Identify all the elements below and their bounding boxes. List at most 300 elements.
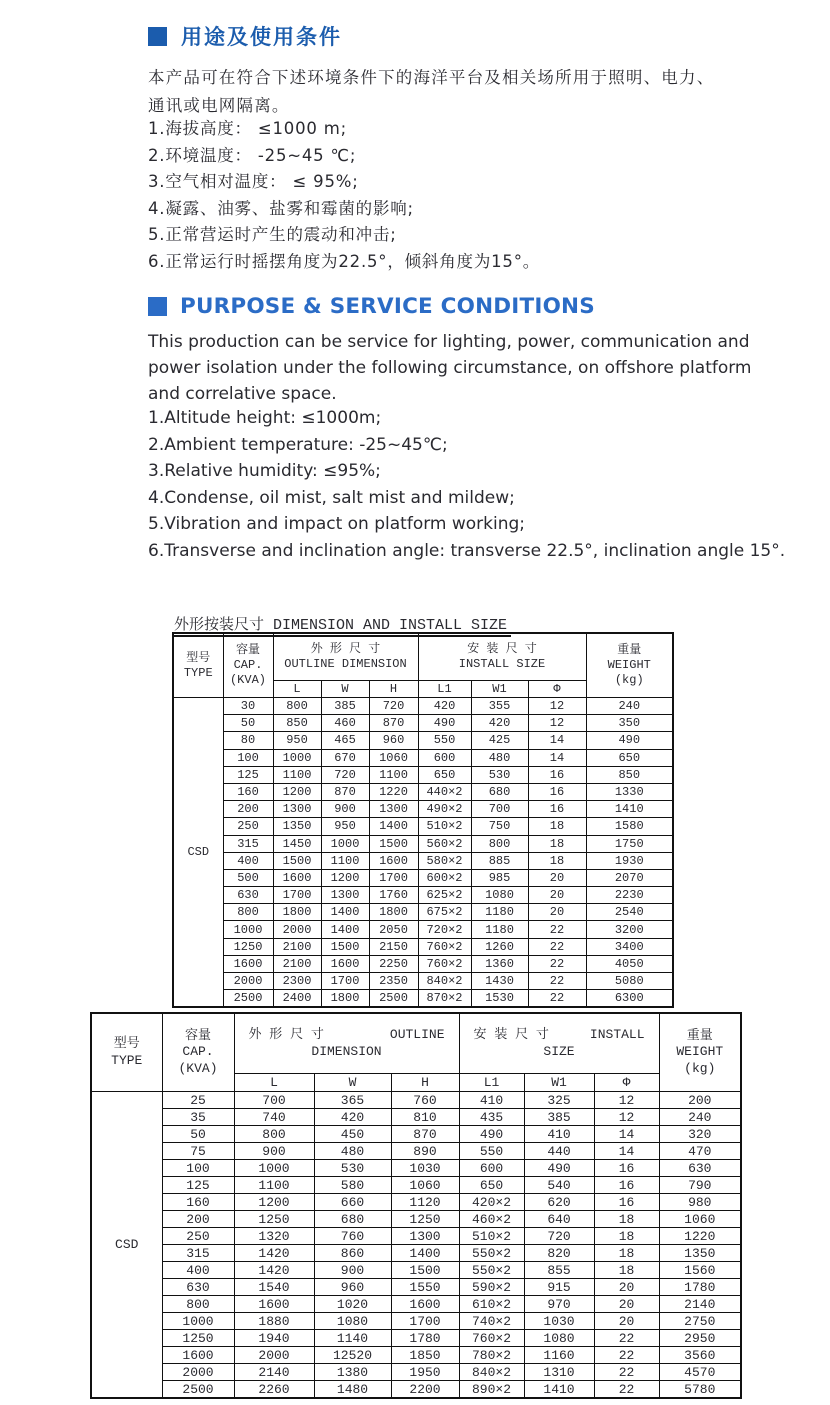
- table-cell: 950: [321, 818, 369, 835]
- table-row: [91, 1262, 741, 1279]
- table-cell: 435: [459, 1109, 524, 1126]
- table-cell: 4570: [659, 1364, 741, 1381]
- table-cell: 50: [223, 715, 273, 732]
- table-cell: 1200: [273, 783, 321, 800]
- table-cell: 315: [162, 1245, 234, 1262]
- table-cell: 720: [369, 698, 418, 715]
- header-line: 容量: [184, 1028, 211, 1044]
- table-cell: 660: [314, 1194, 391, 1211]
- table-row: [91, 1092, 741, 1109]
- table-row: [173, 766, 673, 783]
- table-cell: 420: [418, 698, 471, 715]
- table-cell: 400: [223, 852, 273, 869]
- table-cell: 1000: [273, 749, 321, 766]
- table-cell: 1420: [234, 1245, 314, 1262]
- table-cell: 3400: [586, 938, 673, 955]
- table-cell: 12: [528, 715, 586, 732]
- header-text-cn: 外 形 尺 寸: [248, 1026, 324, 1042]
- table-header-row: [91, 1013, 741, 1074]
- text-line: 4.凝露、油雾、盐雾和霉菌的影响;: [148, 198, 414, 218]
- table-cell: 22: [528, 921, 586, 938]
- table-row: [91, 1143, 741, 1160]
- table-cell: 1000: [162, 1313, 234, 1330]
- table-cell: 530: [471, 766, 528, 783]
- col-header-install-size: [418, 633, 586, 681]
- table-cell: 22: [594, 1381, 659, 1399]
- section-en-list: [148, 405, 808, 564]
- table-cell: 2140: [234, 1364, 314, 1381]
- table-row: [173, 698, 673, 715]
- section-bullet-icon: [148, 27, 167, 46]
- header-line: 重量: [686, 1028, 713, 1044]
- table-row: [91, 1330, 741, 1347]
- text-line: and correlative space.: [148, 384, 337, 404]
- header-text-cn: 安 装 尺 寸: [473, 1026, 549, 1042]
- table-row: [91, 1211, 741, 1228]
- header-line: TYPE: [111, 1052, 143, 1068]
- table-cell: 14: [594, 1143, 659, 1160]
- table-cell: 400: [162, 1262, 234, 1279]
- table-cell: 800: [234, 1126, 314, 1143]
- dimension-install-table-2: [90, 1012, 742, 1399]
- text-line: 通讯或电网隔离。: [148, 96, 290, 115]
- table-cell: 1220: [369, 783, 418, 800]
- table-cell: 810: [391, 1109, 459, 1126]
- table-cell: 1300: [273, 801, 321, 818]
- table-cell: 1000: [321, 835, 369, 852]
- table-cell: 1350: [659, 1245, 741, 1262]
- table-cell: 620: [524, 1194, 594, 1211]
- table-cell: 490: [524, 1160, 594, 1177]
- table-row: [173, 990, 673, 1008]
- table-cell: 500: [223, 869, 273, 886]
- table-cell: 1600: [273, 869, 321, 886]
- table-row: [91, 1313, 741, 1330]
- table-cell: 2140: [659, 1296, 741, 1313]
- table-cell: 650: [459, 1177, 524, 1194]
- table-cell: 1580: [586, 818, 673, 835]
- table-row: [173, 715, 673, 732]
- table-cell: 3200: [586, 921, 673, 938]
- text-line: 3.空气相对温度： ≤ 95%;: [148, 172, 359, 191]
- table-cell: 600: [418, 749, 471, 766]
- table-cell: 30: [223, 698, 273, 715]
- table-cell: 1550: [391, 1279, 459, 1296]
- table-cell: 1060: [391, 1177, 459, 1194]
- table-cell: 200: [659, 1092, 741, 1109]
- table-cell: 820: [524, 1245, 594, 1262]
- col-header-weight: [586, 633, 673, 698]
- table-cell: 480: [314, 1143, 391, 1160]
- col-header-install-size: [459, 1013, 659, 1074]
- table-cell: 1000: [234, 1160, 314, 1177]
- table-row: [91, 1279, 741, 1296]
- table-cell: 355: [471, 698, 528, 715]
- table-cell: 2750: [659, 1313, 741, 1330]
- table-cell: 915: [524, 1279, 594, 1296]
- text-line: 1.海拔高度： ≤1000 m;: [148, 119, 347, 138]
- header-line: 外 形 尺 寸: [310, 642, 381, 656]
- table-cell: 440: [524, 1143, 594, 1160]
- table-cell: 550: [459, 1143, 524, 1160]
- table-cell: 1400: [369, 818, 418, 835]
- section-bullet-icon: [148, 297, 167, 316]
- table-cell: 1300: [321, 887, 369, 904]
- table-cell: 1410: [586, 801, 673, 818]
- table-cell: 160: [162, 1194, 234, 1211]
- table-cell: 465: [321, 732, 369, 749]
- table-cell: 680: [471, 783, 528, 800]
- table-cell: 780×2: [459, 1347, 524, 1364]
- section-cn-list: [148, 116, 768, 275]
- table-cell: 2100: [273, 955, 321, 972]
- table-cell: 550×2: [459, 1262, 524, 1279]
- table-cell: 20: [594, 1279, 659, 1296]
- table-cell: 1080: [471, 887, 528, 904]
- table-cell: 460×2: [459, 1211, 524, 1228]
- col-header-type: [173, 633, 223, 698]
- col-header-phi: Φ: [528, 681, 586, 698]
- header-text-en: OUTLINE: [389, 1026, 445, 1042]
- table-cell: 2500: [369, 990, 418, 1008]
- section-cn-header: [148, 21, 342, 51]
- table-cell: 22: [528, 955, 586, 972]
- table-cell: 2230: [586, 887, 673, 904]
- table-cell: 1220: [659, 1228, 741, 1245]
- col-header-H: H: [391, 1074, 459, 1092]
- table-cell: 900: [314, 1262, 391, 1279]
- table-cell: 14: [528, 732, 586, 749]
- table-cell: 16: [528, 766, 586, 783]
- section-cn-title: 用途及使用条件: [181, 25, 342, 49]
- table-cell: 1500: [321, 938, 369, 955]
- table-cell: 460: [321, 715, 369, 732]
- table-cell: 860: [314, 1245, 391, 1262]
- col-header-L: L: [273, 681, 321, 698]
- table-cell: 2000: [234, 1347, 314, 1364]
- table-cell: 630: [162, 1279, 234, 1296]
- table-cell: 1100: [273, 766, 321, 783]
- table-cell: 22: [594, 1330, 659, 1347]
- col-header-L1: L1: [418, 681, 471, 698]
- table-row: [173, 938, 673, 955]
- table-cell: 650: [418, 766, 471, 783]
- table-cell: 1350: [273, 818, 321, 835]
- table-cell: 1400: [321, 921, 369, 938]
- table-cell: 630: [659, 1160, 741, 1177]
- table-cell: 1780: [391, 1330, 459, 1347]
- table-cell: 720: [524, 1228, 594, 1245]
- table-cell: 740×2: [459, 1313, 524, 1330]
- table-cell: 510×2: [459, 1228, 524, 1245]
- table-cell: 1800: [273, 904, 321, 921]
- table-cell: 2300: [273, 973, 321, 990]
- table-cell: 410: [459, 1092, 524, 1109]
- table-cell: 75: [162, 1143, 234, 1160]
- table-cell: 80: [223, 732, 273, 749]
- table-cell: 855: [524, 1262, 594, 1279]
- table-cell: 365: [314, 1092, 391, 1109]
- table-cell: 1760: [369, 887, 418, 904]
- table-cell: 250: [162, 1228, 234, 1245]
- table-cell: 350: [586, 715, 673, 732]
- table-cell: 2070: [586, 869, 673, 886]
- table-row: [91, 1381, 741, 1399]
- header-line: CAP.: [233, 658, 263, 672]
- text-line: 5.Vibration and impact on platform working;: [148, 514, 526, 534]
- table-cell: 1560: [659, 1262, 741, 1279]
- table-row: [173, 818, 673, 835]
- header-line: 型号: [186, 650, 211, 665]
- table-cell: 600: [459, 1160, 524, 1177]
- table-row: [173, 955, 673, 972]
- table-cell: 1080: [524, 1330, 594, 1347]
- table-cell: 1060: [369, 749, 418, 766]
- header-line: SIZE: [543, 1043, 575, 1059]
- text-line: 2.环境温度： -25~45 ℃;: [148, 145, 357, 165]
- table-cell: 18: [594, 1245, 659, 1262]
- table-cell: 1600: [369, 852, 418, 869]
- table-cell: 550×2: [459, 1245, 524, 1262]
- table-cell: 870: [321, 783, 369, 800]
- table-cell: 22: [594, 1347, 659, 1364]
- table-cell: 2000: [223, 973, 273, 990]
- table-cell: 22: [528, 973, 586, 990]
- table-cell: 960: [314, 1279, 391, 1296]
- table-cell: 3560: [659, 1347, 741, 1364]
- table-cell: 420: [314, 1109, 391, 1126]
- table-cell: 1030: [391, 1160, 459, 1177]
- table-cell: 560×2: [418, 835, 471, 852]
- table-cell: 2250: [369, 955, 418, 972]
- table-cell: 490: [418, 715, 471, 732]
- table-cell: 1700: [369, 869, 418, 886]
- header-line: (kg): [614, 673, 644, 687]
- header-line: OUTLINE DIMENSION: [284, 657, 407, 671]
- table-cell: 200: [223, 801, 273, 818]
- col-header-outline-dimension: [273, 633, 418, 681]
- table-cell: 760×2: [459, 1330, 524, 1347]
- table-cell: 900: [234, 1143, 314, 1160]
- type-cell: CSD: [91, 1092, 162, 1399]
- type-cell: CSD: [173, 698, 223, 1008]
- table-cell: 16: [528, 783, 586, 800]
- table-cell: 20: [594, 1296, 659, 1313]
- table-cell: 18: [594, 1211, 659, 1228]
- col-header-W: W: [314, 1074, 391, 1092]
- table-cell: 1700: [391, 1313, 459, 1330]
- table-cell: 2400: [273, 990, 321, 1008]
- table-cell: 960: [369, 732, 418, 749]
- table-cell: 1060: [659, 1211, 741, 1228]
- table-cell: 2000: [273, 921, 321, 938]
- table-cell: 1750: [586, 835, 673, 852]
- table-cell: 1100: [369, 766, 418, 783]
- table-cell: 12520: [314, 1347, 391, 1364]
- table-cell: 480: [471, 749, 528, 766]
- table-cell: 870×2: [418, 990, 471, 1008]
- table-row: [173, 852, 673, 869]
- table-cell: 1500: [273, 852, 321, 869]
- table-cell: 1250: [234, 1211, 314, 1228]
- table-cell: 2000: [162, 1364, 234, 1381]
- table-row: [173, 869, 673, 886]
- table-cell: 2050: [369, 921, 418, 938]
- table-cell: 50: [162, 1126, 234, 1143]
- col-header-L1: L1: [459, 1074, 524, 1092]
- table-cell: 2500: [223, 990, 273, 1008]
- table-cell: 1600: [234, 1296, 314, 1313]
- table-cell: 510×2: [418, 818, 471, 835]
- table-row: [91, 1126, 741, 1143]
- table-cell: 750: [471, 818, 528, 835]
- table-cell: 2100: [273, 938, 321, 955]
- table-cell: 16: [594, 1177, 659, 1194]
- table-cell: 1430: [471, 973, 528, 990]
- table-cell: 1600: [321, 955, 369, 972]
- table-cell: 35: [162, 1109, 234, 1126]
- table-cell: 160: [223, 783, 273, 800]
- table-cell: 950: [273, 732, 321, 749]
- table-cell: 740: [234, 1109, 314, 1126]
- table-cell: 1400: [391, 1245, 459, 1262]
- table-cell: 410: [524, 1126, 594, 1143]
- table-cell: 1800: [369, 904, 418, 921]
- table-cell: 1600: [391, 1296, 459, 1313]
- table-cell: 385: [524, 1109, 594, 1126]
- table-cell: 2350: [369, 973, 418, 990]
- table-cell: 1180: [471, 921, 528, 938]
- table-cell: 5780: [659, 1381, 741, 1399]
- table-cell: 790: [659, 1177, 741, 1194]
- table-cell: 850: [586, 766, 673, 783]
- table-cell: 700: [471, 801, 528, 818]
- table-row: [91, 1364, 741, 1381]
- table-cell: 890: [391, 1143, 459, 1160]
- col-header-outline-dimension: [234, 1013, 459, 1074]
- table-cell: 1380: [314, 1364, 391, 1381]
- table-cell: 2150: [369, 938, 418, 955]
- col-header-capacity: [223, 633, 273, 698]
- table-cell: 800: [273, 698, 321, 715]
- table-cell: 1320: [234, 1228, 314, 1245]
- col-header-type: [91, 1013, 162, 1092]
- table-cell: 530: [314, 1160, 391, 1177]
- table-cell: 760×2: [418, 938, 471, 955]
- table-cell: 490: [459, 1126, 524, 1143]
- table-cell: 14: [594, 1126, 659, 1143]
- table-row: [173, 732, 673, 749]
- table-cell: 18: [528, 852, 586, 869]
- table-cell: 18: [528, 835, 586, 852]
- table-cell: 16: [528, 801, 586, 818]
- table-cell: 720: [321, 766, 369, 783]
- table-row: [91, 1177, 741, 1194]
- col-header-capacity: [162, 1013, 234, 1092]
- header-line: INSTALL SIZE: [458, 657, 546, 671]
- text-line: 1.Altitude height: ≤1000m;: [148, 408, 382, 428]
- text-line: 本产品可在符合下述环境条件下的海洋平台及相关场所用于照明、电力、: [148, 68, 715, 87]
- table-cell: 1300: [369, 801, 418, 818]
- table-cell: 100: [162, 1160, 234, 1177]
- table-cell: 1200: [321, 869, 369, 886]
- table-row: [91, 1228, 741, 1245]
- table-cell: 100: [223, 749, 273, 766]
- table-cell: 20: [528, 904, 586, 921]
- table-cell: 325: [524, 1092, 594, 1109]
- table-cell: 22: [528, 938, 586, 955]
- table-cell: 1100: [321, 852, 369, 869]
- table-cell: 600×2: [418, 869, 471, 886]
- table-cell: 760: [314, 1228, 391, 1245]
- table1-title: 外形按装尺寸 DIMENSION AND INSTALL SIZE: [173, 613, 511, 637]
- table1-wrap: [172, 632, 674, 1008]
- table-cell: 1780: [659, 1279, 741, 1296]
- table-cell: 1950: [391, 1364, 459, 1381]
- header-line: CAP.: [182, 1044, 214, 1060]
- header-line: (kg): [684, 1060, 716, 1076]
- header-line: DIMENSION: [311, 1043, 382, 1059]
- table-cell: 1700: [273, 887, 321, 904]
- col-header-W1: W1: [524, 1074, 594, 1092]
- table-cell: 580×2: [418, 852, 471, 869]
- header-line: [460, 1027, 659, 1044]
- table-cell: 1200: [234, 1194, 314, 1211]
- table-cell: 840×2: [418, 973, 471, 990]
- table-cell: 22: [594, 1364, 659, 1381]
- header-line: (KVA): [178, 1060, 218, 1076]
- table-cell: 450: [314, 1126, 391, 1143]
- text-line: This production can be service for lighting, power, communication and: [148, 332, 750, 352]
- table-cell: 12: [594, 1109, 659, 1126]
- table-cell: 760×2: [418, 955, 471, 972]
- table-cell: 580: [314, 1177, 391, 1194]
- text-line: power isolation under the following circumstance, on offshore platform: [148, 358, 752, 378]
- table-cell: 840×2: [459, 1364, 524, 1381]
- table-cell: 550: [418, 732, 471, 749]
- table-cell: 630: [223, 887, 273, 904]
- table-cell: 1800: [321, 990, 369, 1008]
- col-header-H: H: [369, 681, 418, 698]
- section-en-intro: [148, 329, 768, 407]
- table-cell: 1030: [524, 1313, 594, 1330]
- table-cell: 800: [223, 904, 273, 921]
- text-line: 6.Transverse and inclination angle: transverse 22.5°, inclination angle 15°.: [148, 540, 786, 561]
- table-cell: 1250: [391, 1211, 459, 1228]
- table-cell: 14: [528, 749, 586, 766]
- table-cell: 25: [162, 1092, 234, 1109]
- table-cell: 240: [586, 698, 673, 715]
- table-cell: 720×2: [418, 921, 471, 938]
- table-cell: 800: [162, 1296, 234, 1313]
- table-cell: 1080: [314, 1313, 391, 1330]
- table-cell: 610×2: [459, 1296, 524, 1313]
- table-cell: 18: [594, 1262, 659, 1279]
- table-cell: 1500: [391, 1262, 459, 1279]
- table-cell: 2200: [391, 1381, 459, 1399]
- table-cell: 470: [659, 1143, 741, 1160]
- table-cell: 800: [471, 835, 528, 852]
- table-cell: 870: [369, 715, 418, 732]
- table-cell: 18: [528, 818, 586, 835]
- section-cn-intro: [148, 64, 748, 120]
- table-row: [173, 921, 673, 938]
- table-cell: 1140: [314, 1330, 391, 1347]
- table-cell: 1250: [162, 1330, 234, 1347]
- col-header-weight: [659, 1013, 741, 1092]
- header-line: 重量: [617, 643, 642, 657]
- header-line: 容量: [235, 643, 260, 657]
